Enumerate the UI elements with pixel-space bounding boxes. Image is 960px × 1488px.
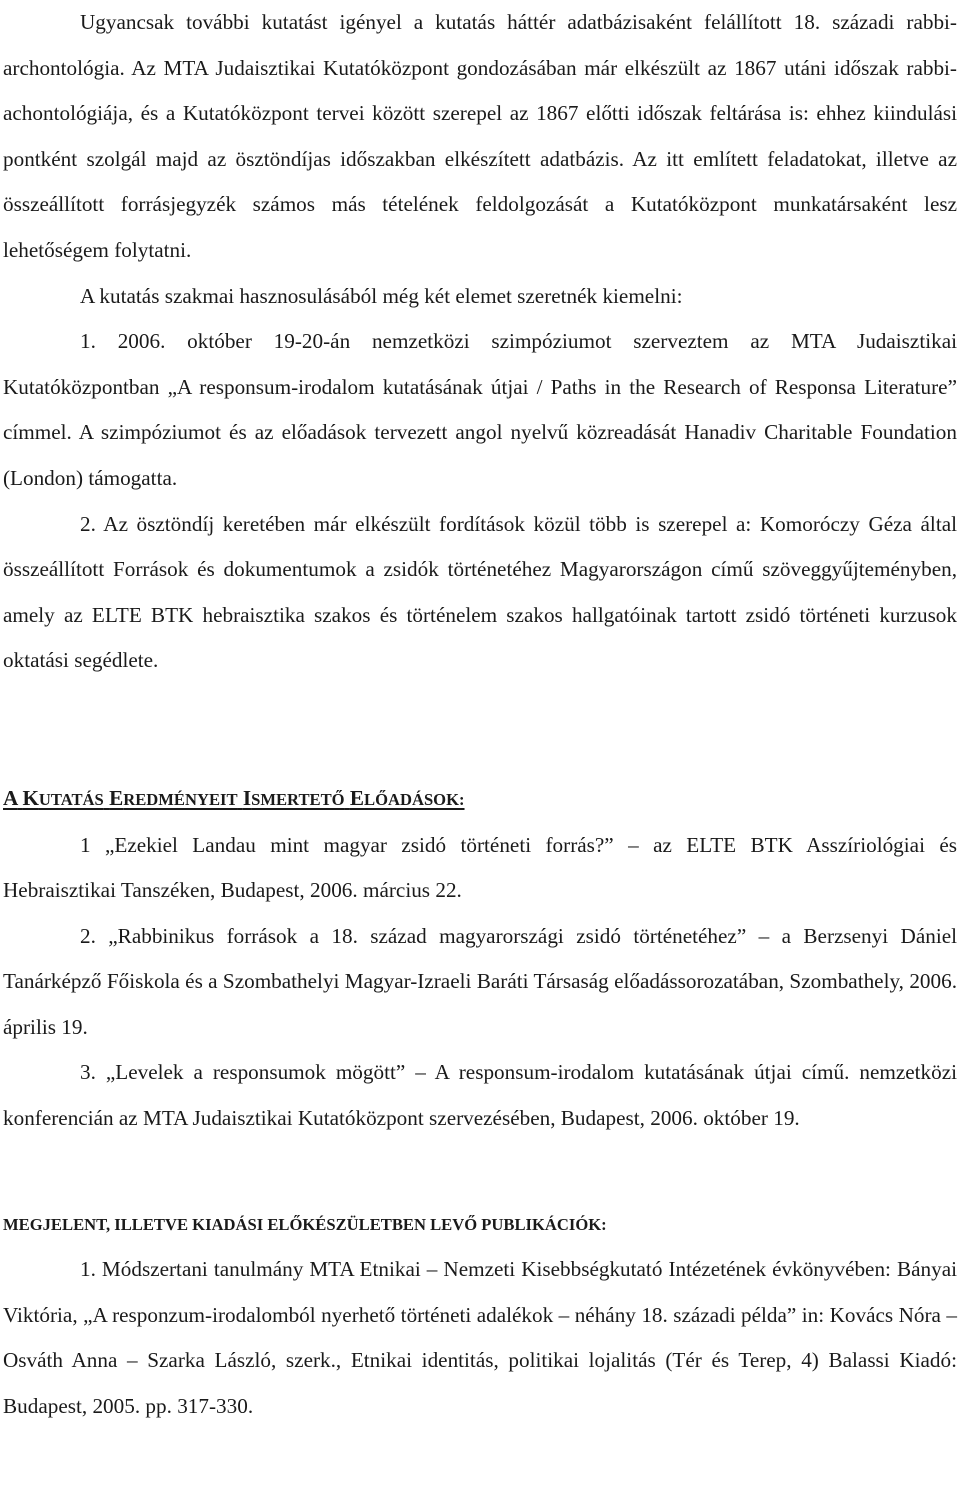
presentation-item: 1 „Ezekiel Landau mint magyar zsidó történeti forrás?” – az ELTE BTK Asszíriológiai és Hebraisztikai Tanszéken, Budapest, 2006. március 22. [3,832,957,903]
spacer [3,684,957,776]
section-heading-presentations: A KUTATÁS EREDMÉNYEIT ISMERTETŐ ELŐADÁSOK: [3,785,465,810]
section-heading-publications: MEGJELENT, ILLETVE KIADÁSI ELŐKÉSZÜLETBEN LEVŐ PUBLIKÁCIÓK: [3,1214,607,1234]
intro-paragraph-translations: 2. Az ösztöndíj keretében már elkészült fordítások közül több is szerepel a: Komoróczy Géza által összeállított Források és dokumentumok a zsidók történetéhez Magyarországon című szöveggyűjteményben, amely az ELTE BTK hebraisztika szakos és történelem szakos hallgatóinak tartott zsidó történeti kurzusok oktatási segédlete. [3,511,957,673]
intro-paragraph-symposium: 1. 2006. október 19-20-án nemzetközi szimpóziumot szerveztem az MTA Judaisztikai Kutatóközpontban „A responsum-irodalom kutatásának útjai / Paths in the Research of Responsa Literature” címmel. A szimpóziumot és az előadások tervezett angol nyelvű közreadását Hanadiv Charitable Foundation (London) támogatta. [3,329,957,490]
spacer [3,1142,957,1202]
presentation-item: 2. „Rabbinikus források a 18. század magyarországi zsidó történetéhez” – a Berzsenyi Dániel Tanárképző Főiskola és a Szombathelyi Magyar-Izraeli Baráti Társaság előadássorozatában, Szombathely, 2006. április 19. [3,923,957,1039]
publication-item: 1. Módszertani tanulmány MTA Etnikai – Nemzeti Kisebbségkutató Intézetének évkönyvében: Bányai Viktória, „A responzum-irodalomból nyerhető történeti adalékok – néhány 18. századi példa” in: Kovács Nóra – Osváth Anna – Szarka László, szerk., Etnikai identitás, politikai lojalitás (Tér és Terep, 4) Balassi Kiadó: Budapest, 2005. pp. 317-330. [3,1257,957,1419]
intro-paragraph-utilization: A kutatás szakmai hasznosulásából még két elemet szeretnék kiemelni: [80,283,683,308]
intro-paragraph-archontology: Ugyancsak további kutatást igényel a kutatás háttér adatbázisaként felállított 18. századi rabbi-archontológia. Az MTA Judaisztikai Kutatóközpont gondozásában már elkészült az 1867 utáni időszak rabbi-achontológiája, és a Kutatóközpont tervei között szerepel az 1867 előtti időszak feltárása is: ehhez kiindulási pontként szolgál majd az ösztöndíjas időszakban elkészített adatbázis. Az itt említett feladatokat, illetve az összeállított forrásjegyzék számos más tételének feldolgozását a Kutatóközpont munkatársaként lesz lehetőségem folytatni. [3,10,957,262]
presentation-item: 3. „Levelek a responsumok mögött” – A responsum-irodalom kutatásának útjai című. nemzetközi konferencián az MTA Judaisztikai Kutatóközpont szervezésében, Budapest, 2006. október 19. [3,1060,957,1131]
